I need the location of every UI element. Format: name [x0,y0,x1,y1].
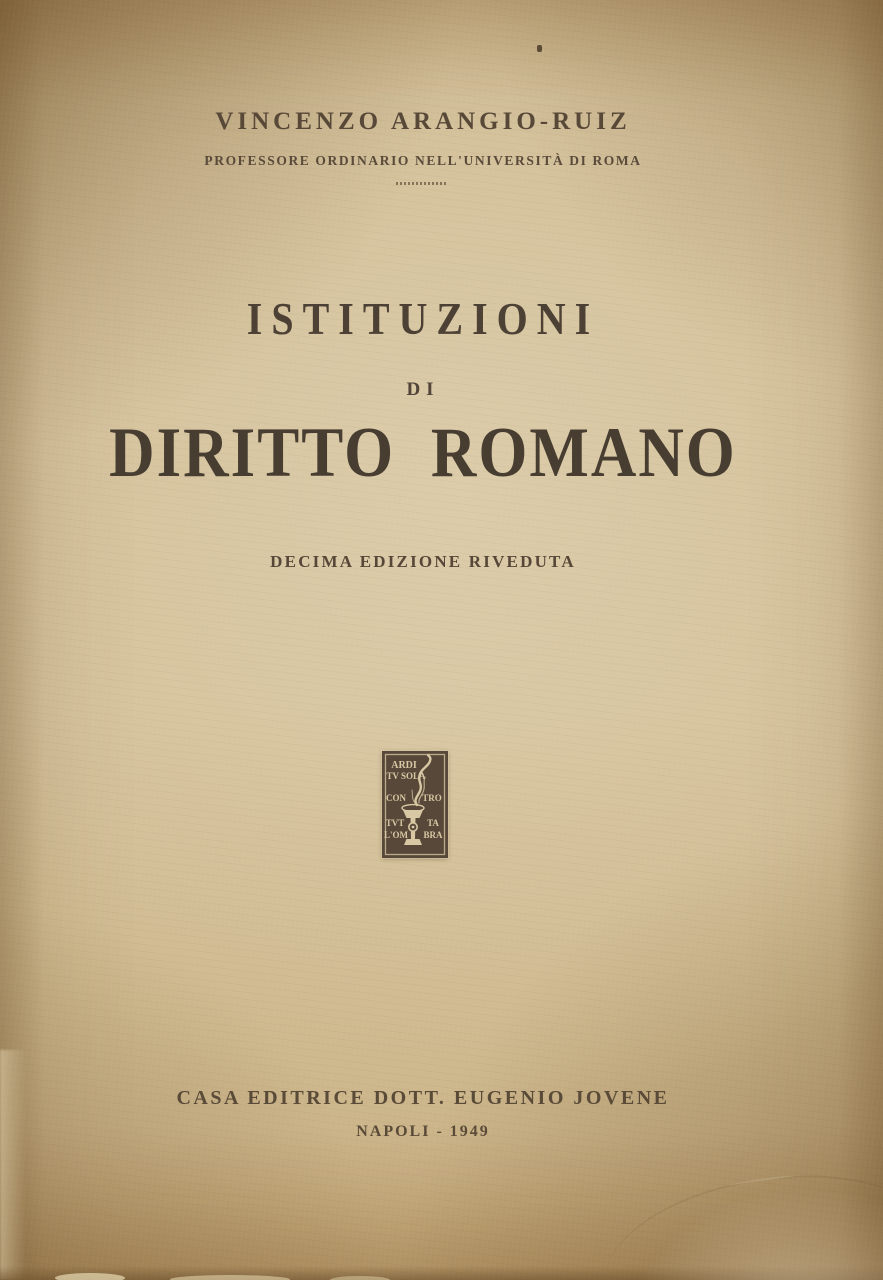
imprint-city-year: NAPOLI - 1949 [356,1123,490,1140]
title-line-1: ISTITUZIONI [246,293,600,345]
publisher-emblem [382,751,448,858]
title-line-2: DIRITTO ROMANO [109,413,737,492]
motto-word: CON [386,793,406,803]
edition-statement: DECIMA EDIZIONE RIVEDUTA [270,552,576,571]
edge-chip [55,1273,125,1280]
printer-device-icon [382,751,448,858]
publisher-name: CASA EDITRICE DOTT. EUGENIO JOVENE [176,1087,670,1109]
motto-word: TVT [385,818,405,828]
worn-left-edge [0,1050,26,1280]
title-connector: DI [406,379,440,400]
edge-chip [170,1275,290,1280]
motto-word: TRO [422,793,442,803]
motto-word: ARDI [391,760,417,771]
worn-bottom-edge [0,1266,883,1280]
author-name: VINCENZO ARANGIO-RUIZ [215,108,631,135]
author-affiliation: PROFESSORE ORDINARIO NELL'UNIVERSITÀ DI ROMA [204,153,642,168]
motto-word: TA [427,818,439,828]
ornament-rule [396,182,448,185]
corner-curl-shadow [593,1155,883,1280]
paper-speck [537,45,542,52]
edge-chip [330,1276,390,1280]
motto-word: BRA [423,830,443,840]
motto-word: TV SOLA [386,771,426,781]
motto-word: L'OM [384,830,408,840]
